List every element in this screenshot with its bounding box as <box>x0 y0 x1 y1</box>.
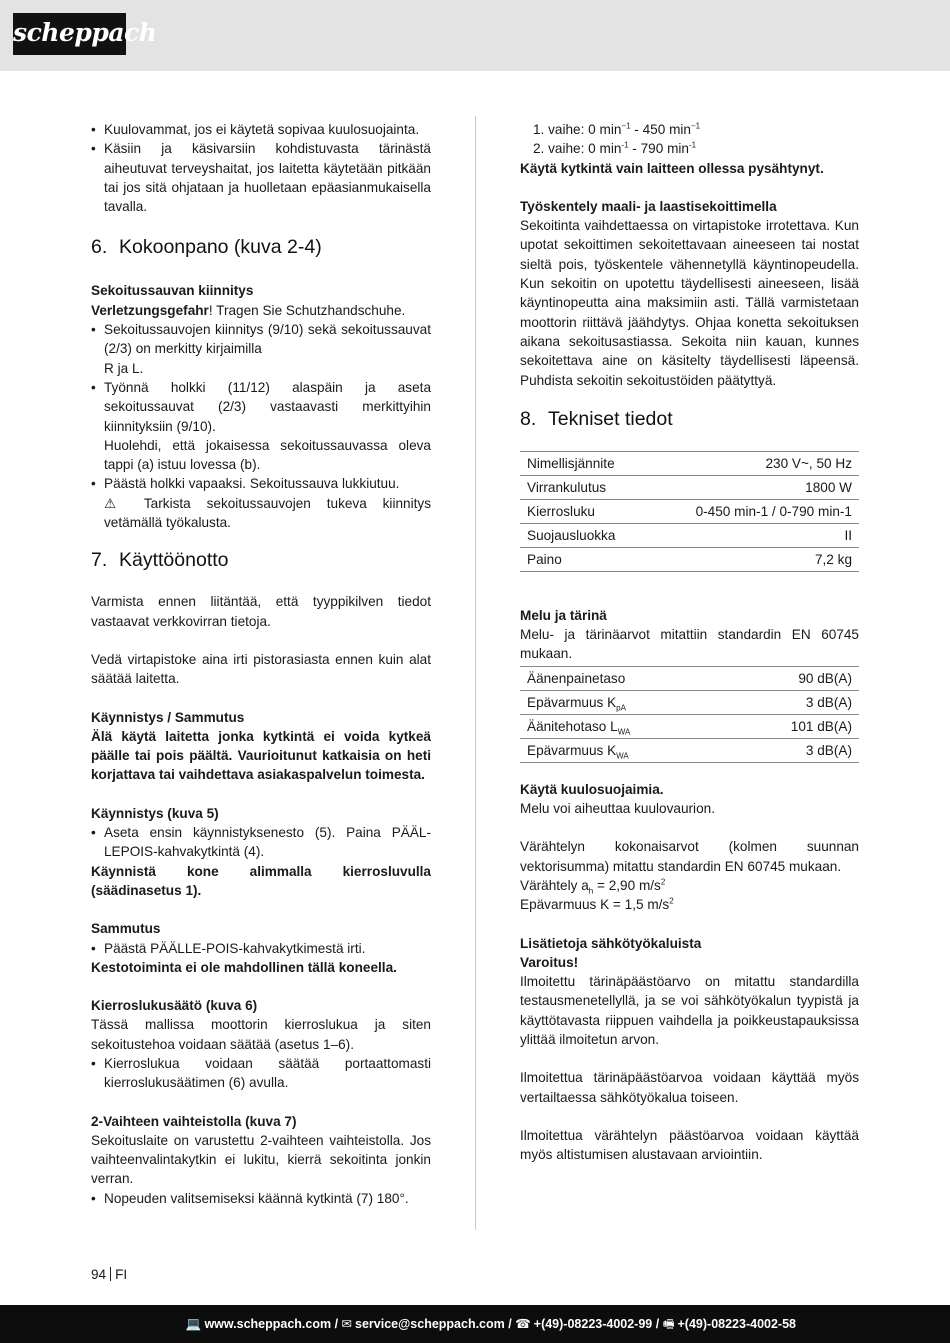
fax-icon: 🖷 <box>662 1317 675 1331</box>
table-row: Paino 7,2 kg <box>520 547 859 571</box>
paragraph: Varmista ennen liitäntää, että tyyppikilven tiedot vastaavat verkkovirran tietoja. <box>91 594 431 629</box>
gear-2-line: 2. vaihe: 0 $\min^{-1} - 790$ $\min^{-1}$ <box>533 140 697 157</box>
subheading: Sekoitussauvan kiinnitys <box>91 283 254 299</box>
section-8-heading: 8. Tekniset tiedot <box>520 407 673 430</box>
list-item: • Aseta ensin käynnistyksenesto (5). Paina PÄÄL-LEPOIS-kahvakytkintä (4). <box>91 823 431 862</box>
table-row: Äänitehotaso $L_{WA}$ 101 dB(A) <box>520 714 859 738</box>
list-item: • Sekoitussauvojen kiinnitys (9/10) sekä sekoitussauvat (2/3) on merkitty kirjaimilla R ja L. <box>91 320 431 378</box>
mail-icon: ✉ <box>341 1317 352 1331</box>
section-6-heading: 6. Kokoonpano (kuva 2-4) <box>91 236 322 259</box>
list-item: • Kierroslukua voidaan säätää portaattomasti kierroslukusäätimen (6) avulla. <box>91 1054 431 1093</box>
paragraph: Sekoitinta vaihdettaessa on virtapistoke irrotettava. Kun upotat sekoittimen sekoitettavaan aineeseen tai nostat sieltä pois, työskentele vähennetyllä käyntinopeudella. Kun sekoitin on upotettu täydellisesti aineeseen, lisää käyntinopeutta aina maksimiin asti. Tällä varmistetaan moottorin riittävä jäähdytys. Ohjaa konetta sekoituksen aikana sekoitusastiassa. Sekoita niin kauan, kunnes sekoitettava aine on käsitelty täydellisesti läpeensä. Puhdista sekoitin sekoitustöiden päätyttyä. <box>520 218 859 388</box>
intro-bullets <box>91 120 431 216</box>
page-header <box>0 0 950 71</box>
paragraph: Käynnistä kone alimmalla kierrosluvulla (säädinasetus 1). <box>91 863 431 898</box>
subheading: Käynnistys / Sammutus <box>91 709 245 725</box>
paragraph: Melu voi aiheuttaa kuulovaurion. <box>520 801 715 817</box>
list-item: • Päästä PÄÄLLE-POIS-kahvakytkimestä irti. <box>91 939 431 958</box>
table-row: Suojausluokka II <box>520 523 859 547</box>
table-row: Kierrosluku 0-450 min-1 / 0-790 min-1 <box>520 499 859 523</box>
list-item: • Työnnä holkki (11/12) alaspäin ja aseta sekoitussauvat (2/3) vastaavasti merkittyihin kiinnityksiin (9/10). Huolehdi, että jokaisessa sekoitussauvassa oleva tappi (a) istuu lovessa (b). <box>91 378 431 474</box>
noise-table <box>520 666 859 763</box>
list-item: • Kuulovammat, jos ei käytetä sopivaa kuulosuojainta. <box>91 120 431 139</box>
column-divider <box>475 116 476 1230</box>
paragraph: Ilmoitettua tärinäpäästöarvoa voidaan käyttää myös vertailtaessa sähkötyökalua toiseen. <box>520 1070 859 1105</box>
vibration-value: Värähtely $a_h = 2,90$ $m/s^2$ <box>520 877 666 896</box>
paragraph: Kestotoiminta ei ole mahdollinen tällä koneella. <box>91 959 397 975</box>
paragraph: Melu- ja tärinäarvot mitattiin standardin EN 60745 mukaan. <box>520 627 859 662</box>
left-column <box>91 120 431 1208</box>
section-7-heading: 7. Käyttöönotto <box>91 549 229 572</box>
paragraph: Ilmoitettu tärinäpäästöarvo on mitattu standardilla testausmenetellyllä, ja se voi sähkötyökalun tyypistä ja käyttötavasta riippuen vaihdella ja poikkeustapauksissa ylittää ilmoitetun arvon. <box>520 974 859 1048</box>
email-link[interactable]: service@scheppach.com <box>355 1317 505 1331</box>
fax-number: +(49)-08223-4002-58 <box>677 1317 796 1331</box>
website-link[interactable]: www.scheppach.com <box>204 1317 332 1331</box>
subheading: Työskentely maali- ja laastisekoittimella <box>520 198 777 214</box>
subheading: Melu ja tärinä <box>520 607 607 623</box>
table-row: Epävarmuus $K_{WA}$ 3 dB(A) <box>520 738 859 762</box>
paragraph: Käytä kytkintä vain laitteen ollessa pysähtynyt. <box>520 160 824 176</box>
assembly-bullets <box>91 320 431 532</box>
subheading: Kierroslukusäätö (kuva 6) <box>91 998 258 1014</box>
list-item: • Käsiin ja käsivarsiin kohdistuvasta tärinästä aiheutuvat terveyshaitat, jos laitetta käytetään pitkään tai jos sitä ohjataan ja huolletaan epäasianmukaisella tavalla. <box>91 139 431 216</box>
paragraph: Vedä virtapistoke aina irti pistorasiasta ennen kuin alat säätää laitetta. <box>91 651 431 687</box>
page-footer: 💻 www.scheppach.com / ✉ service@scheppach.com / ☎ +(49)-08223-4002-99 / 🖷 +(49)-08223-4002-58 <box>0 1305 950 1343</box>
computer-icon: 💻 <box>185 1317 202 1331</box>
paragraph: Sekoituslaite on varustettu 2-vaihteen vaihteistolla. Jos vaihteenvalintakytkin ei lukitu, kierrä sekoitinta jonkin verran. <box>91 1132 431 1187</box>
list-item: • Nopeuden valitsemiseksi käännä kytkintä (7) 180°. <box>91 1189 431 1208</box>
table-row: Äänenpainetaso 90 dB(A) <box>520 666 859 690</box>
subheading: Käytä kuulosuojaimia. <box>520 781 664 797</box>
table-row: Nimellisjännite 230 V~, 50 Hz <box>520 451 859 475</box>
page-number: 94 FI <box>91 1267 128 1282</box>
right-column <box>520 120 859 1165</box>
list-item: • Päästä holkki vapaaksi. Sekoitussauva lukkiutuu. ⚠ Tarkista sekoitussauvojen tukeva kiinnitys vetämällä työkalusta. <box>91 474 431 532</box>
subheading: Sammutus <box>91 921 161 937</box>
warning-line: Verletzungsgefahr! Tragen Sie Schutzhandschuhe. <box>91 302 406 318</box>
warning-label: Varoitus! <box>520 954 579 970</box>
technical-data-table <box>520 451 859 572</box>
table-row: Epävarmuus $K_{pA}$ 3 dB(A) <box>520 690 859 714</box>
paragraph: Värähtelyn kokonaisarvot (kolmen suunnan vektorisumma) mitattu standardin EN 60745 mukaan. <box>520 839 859 874</box>
subheading: Lisätietoja sähkötyökaluista <box>520 935 702 951</box>
paragraph: Tässä mallissa moottorin kierroslukua ja siten sekoitustehoa voidaan säätää (asetus 1–6). <box>91 1017 431 1052</box>
uncertainty-value: Epävarmuus K = 1,5 $m/s^2$ <box>520 896 674 913</box>
table-row: Virrankulutus 1800 W <box>520 475 859 499</box>
warning-paragraph: Älä käytä laitetta jonka kytkintä ei voida kytkeä päälle tai pois päältä. Vaurioitunut katkaisia on heti korjattava tai vaihdettava asiakaspalvelun toimesta. <box>91 728 431 783</box>
gear-1-line: 1. vaihe: 0 $\min^{-1} - 450$ $\min^{-1}$ <box>533 121 701 137</box>
scheppach-logo: scheppach <box>13 13 126 55</box>
subheading: Käynnistys (kuva 5) <box>91 805 219 821</box>
phone-number: +(49)-08223-4002-99 <box>533 1317 653 1331</box>
paragraph: Ilmoitettua värähtelyn päästöarvoa voidaan käyttää myös altistumisen alustavaan arviointiin. <box>520 1127 859 1163</box>
phone-icon: ☎ <box>515 1317 531 1331</box>
subheading: 2-Vaihteen vaihteistolla (kuva 7) <box>91 1113 297 1129</box>
